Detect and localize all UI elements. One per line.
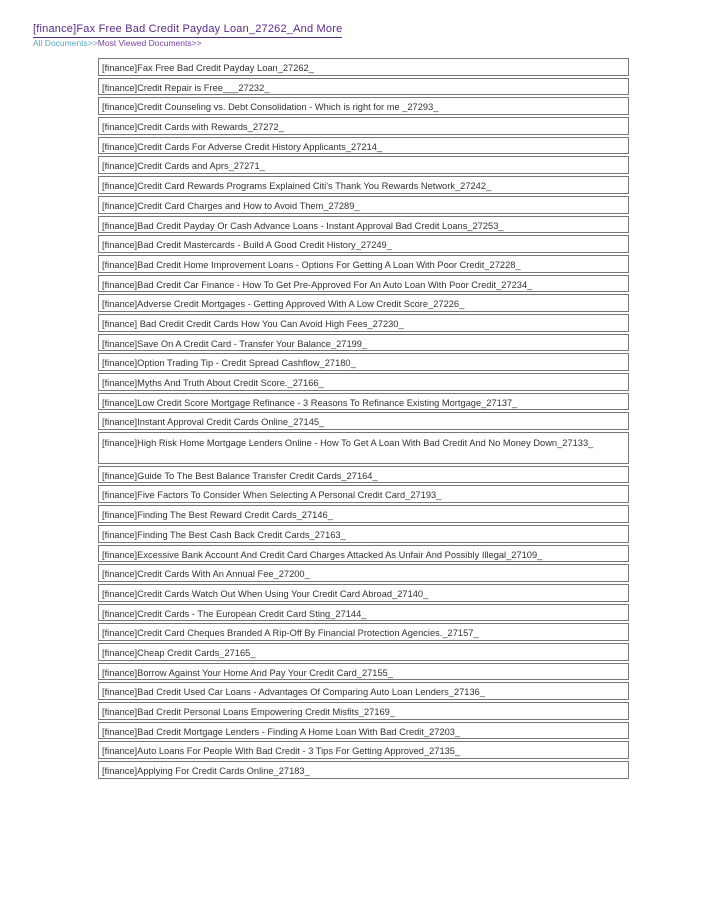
document-list-item [98,761,629,779]
document-list-item [98,353,629,371]
document-list [98,58,629,781]
document-link[interactable]: [finance]Fax Free Bad Credit Payday Loan_27262_ [102,63,314,73]
breadcrumb-all-documents-link[interactable]: All Documents [33,38,88,48]
document-list-item [98,584,629,602]
page-title: [finance]Fax Free Bad Credit Payday Loan_27262_And More [33,23,342,38]
document-list-item [98,196,629,214]
document-list-item [98,334,629,352]
document-list-item [98,741,629,759]
breadcrumb [33,38,202,48]
document-link[interactable]: [finance]Instant Approval Credit Cards Online_27145_ [102,417,325,428]
document-link[interactable]: [finance]Credit Card Charges and How to Avoid Them_27289_ [102,200,360,211]
document-link[interactable]: [finance]Credit Cards and Aprs_27271_ [102,161,265,172]
document-list-item [98,176,629,194]
document-link[interactable]: [finance]Excessive Bank Account And Credit Card Charges Attacked As Unfair And Possibly Illegal_27109_ [102,549,543,560]
document-link[interactable]: [finance]Credit Cards For Adverse Credit History Applicants_27214_ [102,141,383,152]
document-link[interactable]: [finance]Credit Cards With An Annual Fee_27200_ [102,569,310,580]
document-list-item [98,663,629,681]
document-list-item [98,545,629,563]
document-list-item [98,156,629,174]
document-list-item [98,78,629,96]
document-list-item [98,505,629,523]
document-list-item [98,604,629,622]
document-list-item [98,485,629,503]
document-link[interactable]: [finance]Credit Card Cheques Branded A Rip-Off By Financial Protection Agencies._27157_ [102,628,479,639]
document-link[interactable]: [finance]Credit Repair is Free___27232_ [102,82,270,93]
document-link[interactable]: [finance]Credit Cards - The European Credit Card Sting_27144_ [102,608,367,619]
document-list-item [98,117,629,135]
document-link[interactable]: [finance]Bad Credit Personal Loans Empowering Credit Misfits_27169_ [102,707,396,717]
document-list-item [98,702,629,720]
document-list-item [98,682,629,700]
document-link[interactable]: [finance]Borrow Against Your Home And Pay Your Credit Card_27155_ [102,667,393,678]
breadcrumb-separator: >> [87,38,98,48]
document-link[interactable]: [finance]Credit Counseling vs. Debt Consolidation - Which is right for me _27293_ [102,102,439,113]
document-link[interactable]: [finance]Low Credit Score Mortgage Refinance - 3 Reasons To Refinance Existing Mortgage_27137_ [102,397,518,408]
document-link[interactable]: [finance]Bad Credit Mortgage Lenders - Finding A Home Loan With Bad Credit_27203_ [102,726,461,737]
document-link[interactable]: [finance]Bad Credit Payday Or Cash Advance Loans - Instant Approval Bad Credit Loans_27253_ [102,220,504,231]
document-list-item [98,466,629,484]
document-link[interactable]: [finance]Bad Credit Mastercards - Build A Good Credit History_27249_ [102,240,392,251]
document-list-item [98,525,629,543]
document-list-item [98,564,629,582]
document-list-item [98,373,629,391]
document-link[interactable]: [finance]High Risk Home Mortgage Lenders Online - How To Get A Loan With Bad Credit And No Money Down_27133_ [102,438,594,449]
document-list-item [98,623,629,641]
document-list-item [98,97,629,115]
document-list-item [98,393,629,411]
document-link[interactable]: [finance]Five Factors To Consider When Selecting A Personal Credit Card_27193_ [102,490,442,501]
document-link[interactable]: [finance]Bad Credit Car Finance - How To Get Pre-Approved For An Auto Loan With Poor Credit_27234_ [102,279,533,290]
document-link[interactable]: [finance]Applying For Credit Cards Online_27183_ [102,766,310,777]
document-list-item [98,294,629,312]
document-list-item [98,216,629,234]
document-link[interactable]: [finance]Auto Loans For People With Bad Credit - 3 Tips For Getting Approved_27135_ [102,746,461,757]
document-link[interactable]: [finance]Credit Card Rewards Programs Explained Citi's Thank You Rewards Network_27242_ [102,181,492,192]
document-list-item [98,314,629,332]
document-link[interactable]: [finance]Cheap Credit Cards_27165_ [102,647,256,658]
document-list-item [98,432,629,464]
document-link[interactable]: [finance]Myths And Truth About Credit Score._27166_ [102,378,324,388]
document-list-item [98,275,629,293]
document-list-item [98,58,629,76]
document-list-item [98,255,629,273]
document-link[interactable]: [finance]Credit Cards with Rewards_27272_ [102,122,284,133]
document-link[interactable]: [finance]Option Trading Tip - Credit Spread Cashflow_27180_ [102,358,356,369]
document-link[interactable]: [finance]Adverse Credit Mortgages - Getting Approved With A Low Credit Score_27226_ [102,299,465,310]
breadcrumb-most-viewed-link[interactable]: Most Viewed Documents [97,38,192,48]
document-list-item [98,137,629,155]
document-list-item [98,722,629,740]
document-link[interactable]: [finance]Credit Cards Watch Out When Using Your Credit Card Abroad_27140_ [102,588,429,599]
document-link[interactable]: [finance]Finding The Best Cash Back Credit Cards_27163_ [102,529,346,540]
document-link[interactable]: [finance]Guide To The Best Balance Transfer Credit Cards_27164_ [102,470,378,481]
document-link[interactable]: [finance] Bad Credit Credit Cards How You Can Avoid High Fees_27230_ [102,318,404,329]
document-list-item [98,643,629,661]
breadcrumb-trailing-separator: >> [191,38,202,48]
document-link[interactable]: [finance]Bad Credit Home Improvement Loans - Options For Getting A Loan With Poor Credit_27228_ [102,259,521,270]
document-link[interactable]: [finance]Finding The Best Reward Credit Cards_27146_ [102,510,333,521]
document-list-item [98,235,629,253]
document-list-item [98,412,629,430]
document-link[interactable]: [finance]Bad Credit Used Car Loans - Advantages Of Comparing Auto Loan Lenders_27136_ [102,687,485,698]
document-link[interactable]: [finance]Save On A Credit Card - Transfer Your Balance_27199_ [102,338,368,349]
